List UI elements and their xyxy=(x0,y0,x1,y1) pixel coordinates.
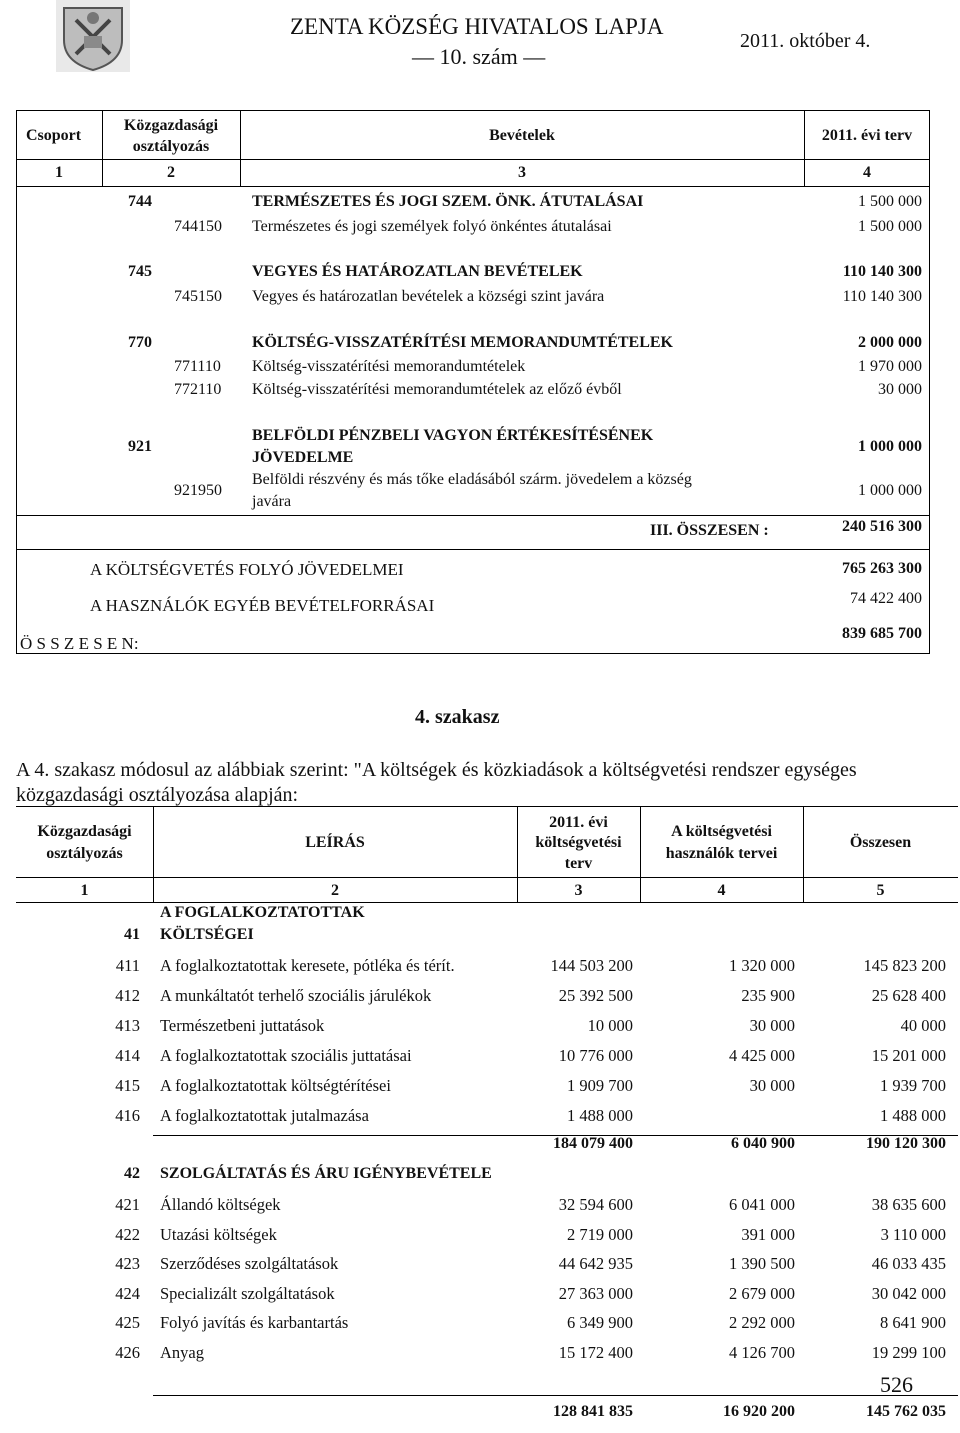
current-income-value: 765 263 300 xyxy=(842,560,922,577)
cell-desc: A foglalkoztatottak keresete, pótléka és térít. xyxy=(160,956,455,975)
col-header-plan: 2011. évi terv xyxy=(821,127,913,144)
row-description-line1: Belföldi részvény és más tőke eladásából szárm. jövedelem a község xyxy=(252,471,692,488)
row-description: KÖLTSÉG-VISSZATÉRÍTÉSI MEMORANDUMTÉTELEK xyxy=(252,334,673,351)
sum41-plan: 184 079 400 xyxy=(553,1135,633,1152)
row-value: 1 000 000 xyxy=(858,438,922,455)
grand-total-label: Ö S S Z E S E N: xyxy=(20,634,139,653)
row-value: 110 140 300 xyxy=(842,288,922,305)
col-number-1: 1 xyxy=(55,164,63,181)
cell-desc: A foglalkoztatottak szociális juttatásai xyxy=(160,1046,412,1065)
cell-desc: A foglalkoztatottak költségtérítései xyxy=(160,1076,391,1095)
col-header-description: LEÍRÁS xyxy=(305,834,365,851)
row-group-code: 770 xyxy=(128,334,152,351)
cell-code: 414 xyxy=(115,1046,140,1065)
row-class-code: 772110 xyxy=(174,381,222,398)
col-header-revenue: Bevételek xyxy=(489,127,555,144)
issue-label: 10. szám xyxy=(439,44,518,69)
grand-total-value: 839 685 700 xyxy=(842,625,922,642)
row-group-code: 744 xyxy=(128,193,152,210)
page-number: 526 xyxy=(880,1372,913,1397)
col-header-users-1: A költségvetési xyxy=(671,823,772,840)
cell-plan: 6 349 900 xyxy=(567,1313,633,1333)
row-group-code: 921 xyxy=(128,438,152,455)
cell-desc: Folyó javítás és karbantartás xyxy=(160,1313,349,1333)
col-number-1: 1 xyxy=(80,882,89,899)
cell-plan: 144 503 200 xyxy=(550,956,633,975)
col-header-class-2: osztályozás xyxy=(46,845,123,862)
cell-users: 2 292 000 xyxy=(729,1313,795,1333)
col-header-users-2: használók tervei xyxy=(665,845,778,862)
cell-total: 19 299 100 xyxy=(871,1343,946,1362)
cell-total: 3 110 000 xyxy=(880,1224,946,1244)
cell-code: 424 xyxy=(115,1283,140,1303)
issue-date: 2011. október 4. xyxy=(740,30,871,52)
cell-users: 4 126 700 xyxy=(729,1343,795,1362)
cell-desc: Szerződéses szolgáltatások xyxy=(160,1254,339,1274)
col-number-3: 3 xyxy=(574,882,583,899)
cell-code: 413 xyxy=(115,1016,140,1035)
cell-code: 422 xyxy=(115,1224,140,1244)
row-value: 30 000 xyxy=(878,381,922,398)
cell-total: 40 000 xyxy=(900,1016,946,1035)
row-description-line1: BELFÖLDI PÉNZBELI VAGYON ÉRTÉKESÍTÉSÉNEK xyxy=(252,427,654,444)
row-class-code: 771110 xyxy=(174,358,221,375)
row-description: TERMÉSZETES ÉS JOGI SZEM. ÖNK. ÁTUTALÁSAI xyxy=(252,193,644,210)
cell-plan: 10 776 000 xyxy=(558,1046,633,1065)
cell-plan: 10 000 xyxy=(587,1016,633,1035)
col-header-plan-1: 2011. évi xyxy=(549,814,608,831)
cell-desc: Természetbeni juttatások xyxy=(160,1016,325,1035)
cell-code: 416 xyxy=(115,1106,140,1125)
group-title-line2: KÖLTSÉGEI xyxy=(160,926,254,943)
col-header-total: Összesen xyxy=(849,834,912,851)
cell-total: 30 042 000 xyxy=(871,1283,946,1303)
cell-code: 426 xyxy=(115,1343,140,1362)
cell-plan: 1 909 700 xyxy=(567,1076,633,1095)
subtotal-value: 240 516 300 xyxy=(842,518,922,535)
cell-code: 415 xyxy=(115,1076,140,1095)
cell-total: 38 635 600 xyxy=(871,1195,946,1214)
row-description: VEGYES ÉS HATÁROZATLAN BEVÉTELEK xyxy=(252,263,583,280)
col-header-plan-2: költségvetési xyxy=(535,834,622,851)
cell-desc: A foglalkoztatottak jutalmazása xyxy=(160,1106,369,1125)
row-class-code: 745150 xyxy=(174,288,222,305)
cell-users: 1 390 500 xyxy=(729,1254,795,1274)
group-code: 42 xyxy=(124,1165,140,1182)
group-title: SZOLGÁLTATÁS ÉS ÁRU IGÉNYBEVÉTELE xyxy=(160,1165,492,1182)
sum42-total: 145 762 035 xyxy=(866,1403,946,1420)
cell-plan: 15 172 400 xyxy=(558,1343,633,1362)
row-class-code: 921950 xyxy=(174,482,222,499)
col-number-5: 5 xyxy=(876,882,885,899)
col-header-plan-3: terv xyxy=(564,855,593,872)
cell-code: 425 xyxy=(115,1313,140,1333)
cell-code: 423 xyxy=(115,1254,140,1274)
sum42-plan: 128 841 835 xyxy=(553,1403,633,1420)
row-description-line2: JÖVEDELME xyxy=(252,449,354,466)
col-header-group: Csoport xyxy=(26,127,82,144)
sum41-total: 190 120 300 xyxy=(866,1135,946,1152)
cell-users: 30 000 xyxy=(749,1016,795,1035)
cell-total: 1 939 700 xyxy=(880,1076,946,1095)
cell-total: 1 488 000 xyxy=(880,1106,946,1125)
row-description: Természetes és jogi személyek folyó önkéntes átutalásai xyxy=(252,218,612,235)
row-class-code: 744150 xyxy=(174,218,222,235)
cell-plan: 1 488 000 xyxy=(567,1106,633,1125)
row-group-code: 745 xyxy=(128,263,152,280)
cell-users: 30 000 xyxy=(749,1076,795,1095)
cell-plan: 32 594 600 xyxy=(558,1195,633,1214)
col-number-4: 4 xyxy=(863,164,871,181)
cell-users: 1 320 000 xyxy=(729,956,795,975)
cell-users: 391 000 xyxy=(741,1224,795,1244)
cell-total: 46 033 435 xyxy=(871,1254,946,1274)
col-number-4: 4 xyxy=(717,882,726,899)
row-value: 1 970 000 xyxy=(858,358,922,375)
cell-total: 25 628 400 xyxy=(871,986,946,1005)
cell-desc: Anyag xyxy=(160,1343,204,1362)
cell-desc: Utazási költségek xyxy=(160,1224,277,1244)
cell-users: 2 679 000 xyxy=(729,1283,795,1303)
col-header-class-1: Közgazdasági xyxy=(37,823,132,840)
group-code: 41 xyxy=(124,926,140,943)
coat-of-arms-icon xyxy=(56,0,130,72)
publication-title: ZENTA KÖZSÉG HIVATALOS LAPJA xyxy=(290,14,664,39)
cell-desc: Specializált szolgáltatások xyxy=(160,1283,335,1303)
row-value: 1 000 000 xyxy=(858,482,922,499)
cell-users: 235 900 xyxy=(741,986,795,1005)
section-intro: A 4. szakasz módosul az alábbiak szerint: "A költségek és közkiadások a költségvetési rendszer egységes közgazdasági osztályozása alapján: xyxy=(16,759,857,806)
col-number-2: 2 xyxy=(167,164,175,181)
row-description: Vegyes és határozatlan bevételek a községi szint javára xyxy=(252,288,605,305)
sum41-users: 6 040 900 xyxy=(731,1135,795,1152)
cell-code: 411 xyxy=(115,956,140,975)
group-title-line1: A FOGLALKOZTATOTTAK xyxy=(160,904,365,921)
col-number-3: 3 xyxy=(518,164,526,181)
row-value: 110 140 300 xyxy=(842,263,922,280)
row-description: Költség-visszatérítési memorandumtételek az előző évből xyxy=(252,381,622,398)
col-number-2: 2 xyxy=(331,882,339,899)
cell-desc: Állandó költségek xyxy=(160,1195,281,1214)
row-value: 1 500 000 xyxy=(858,193,922,210)
cell-desc: A munkáltatót terhelő szociális járulékok xyxy=(160,986,432,1005)
section-title: 4. szakasz xyxy=(415,706,500,728)
row-value: 1 500 000 xyxy=(858,218,922,235)
subtotal-label: III. ÖSSZESEN : xyxy=(650,522,769,539)
row-value: 2 000 000 xyxy=(858,334,922,351)
cell-users: 4 425 000 xyxy=(729,1046,795,1065)
cell-users: 6 041 000 xyxy=(729,1195,795,1214)
other-sources-label: A HASZNÁLÓK EGYÉB BEVÉTELFORRÁSAI xyxy=(90,596,435,615)
sum42-users: 16 920 200 xyxy=(723,1403,795,1420)
row-description-line2: javára xyxy=(252,493,292,510)
current-income-label: A KÖLTSÉGVETÉS FOLYÓ JÖVEDELMEI xyxy=(90,560,404,579)
row-description: Költség-visszatérítési memorandumtételek xyxy=(252,358,526,375)
cell-code: 421 xyxy=(115,1195,140,1214)
col-header-class-1: Közgazdasági xyxy=(123,117,219,134)
cell-total: 145 823 200 xyxy=(863,956,946,975)
cell-total: 8 641 900 xyxy=(880,1313,946,1333)
col-header-class-2: osztályozás xyxy=(132,138,210,155)
issue-number: — 10. szám — xyxy=(412,44,546,69)
cell-plan: 44 642 935 xyxy=(558,1254,633,1274)
cell-plan: 27 363 000 xyxy=(558,1283,633,1303)
cell-plan: 2 719 000 xyxy=(567,1224,633,1244)
cell-total: 15 201 000 xyxy=(871,1046,946,1065)
other-sources-value: 74 422 400 xyxy=(850,590,922,607)
cell-plan: 25 392 500 xyxy=(558,986,633,1005)
cell-code: 412 xyxy=(115,986,140,1005)
